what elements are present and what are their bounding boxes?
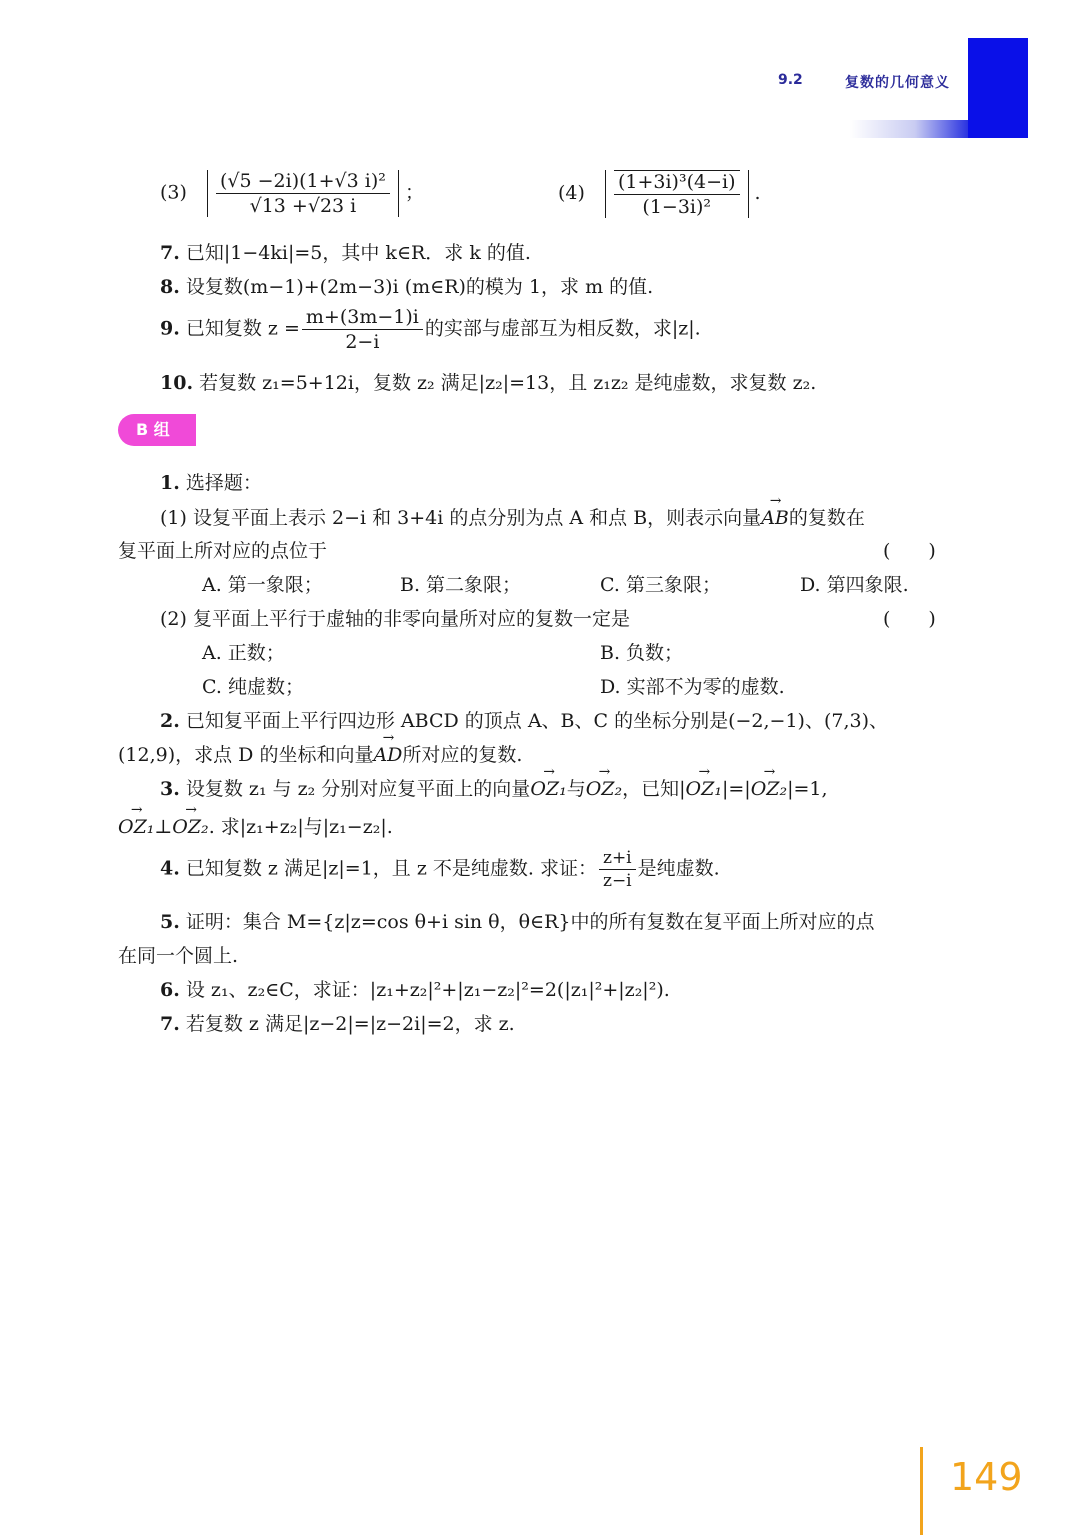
exercise-b-q6 — [160, 975, 670, 1002]
exercise-a-q10 — [160, 368, 816, 395]
vector-oz1: → OZ₁ — [686, 778, 722, 800]
option-a: A. 正数； — [202, 642, 285, 664]
item-label: (3) — [160, 181, 187, 204]
punctuation: ； — [404, 181, 424, 204]
question-text: 已知复平面上平行四边形 ABCD 的顶点 A、B、C 的坐标分别是(−2,−1)、(7,3)、 — [185, 710, 889, 732]
exercise-a-q7 — [160, 238, 531, 265]
option-a: A. 第一象限； — [202, 574, 323, 596]
question-text: 已知|1−4ki|=5，其中 k∈R．求 k 的值. — [185, 242, 531, 264]
punctuation: . — [754, 182, 761, 204]
exercise-b-q3-cont — [118, 812, 393, 839]
page-number: 149 — [950, 1455, 1023, 1499]
fraction-4 — [614, 170, 740, 218]
exercise-b-q4 — [160, 848, 720, 891]
fraction-denominator: √13 +√23 i — [249, 195, 357, 217]
fraction-denominator: (1−3i)² — [642, 196, 712, 218]
exercise-b-q5 — [160, 907, 875, 934]
question-text: (1) 设复平面上表示 2−i 和 3+4i 的点分别为点 A 和点 B，则表示向量 — [160, 507, 762, 529]
exercise-b-q5-cont: 在同一个圆上. — [118, 945, 239, 967]
exercise-b-q1-2: (2) 复平面上平行于虚轴的非零向量所对应的复数一定是 — [160, 608, 630, 630]
question-text: 设 z₁、z₂∈C，求证：|z₁+z₂|²+|z₁−z₂|²=2(|z₁|²+|z₂|²). — [185, 979, 670, 1001]
question-text: (12,9)，求点 D 的坐标和向量 — [118, 744, 374, 766]
question-text: ，已知| — [622, 778, 686, 800]
question-number: 9. — [160, 317, 180, 340]
question-number: 8. — [160, 276, 180, 298]
fraction-numerator: (1+3i)³(4−i) — [614, 170, 740, 195]
question-number: 5. — [160, 911, 180, 933]
option-b: B. 第二象限； — [400, 574, 522, 596]
question-number: 3. — [160, 778, 180, 800]
question-text: 复平面上所对应的点位于 — [118, 540, 328, 562]
question-text: 的复数在 — [788, 507, 865, 529]
fraction-denominator: z−i — [602, 871, 632, 891]
exercise-b-q1-1 — [160, 503, 865, 530]
fraction — [302, 306, 423, 353]
question-number: 7. — [160, 242, 180, 264]
connector-text: 与 — [566, 778, 586, 800]
question-text: . 求|z₁+z₂|与|z₁−z₂|. — [208, 816, 393, 838]
exercise-b-q1-1-cont — [118, 536, 327, 563]
question-text: 所对应的复数. — [402, 744, 523, 766]
section-number: 9.2 — [778, 72, 803, 88]
option-d: D. 第四象限. — [800, 574, 909, 596]
question-text: 证明：集合 M={z|z=cos θ+i sin θ，θ∈R}中的所有复数在复平面上所对应的点 — [185, 911, 875, 933]
option-c: C. 纯虚数； — [202, 676, 304, 698]
header-blue-bar — [968, 38, 1028, 138]
question-text-post: 的实部与虚部互为相反数，求|z|. — [424, 317, 701, 340]
question-text: 若复数 z₁=5+12i，复数 z₂ 满足|z₂|=13，且 z₁z₂ 是纯虚数，求复数 z₂. — [199, 372, 817, 394]
option-b: B. 负数； — [600, 642, 684, 664]
answer-blank: ( ) — [883, 540, 936, 562]
vector-ab: → AB — [761, 507, 789, 529]
fraction-numerator: m+(3m−1)i — [302, 306, 423, 330]
vector-oz1: → OZ₁ — [530, 778, 566, 800]
question-text-pre: 已知复数 z 满足|z|=1，且 z 不是纯虚数. 求证： — [185, 857, 597, 880]
question-number: 4. — [160, 857, 180, 880]
answer-blank: ( ) — [883, 608, 936, 630]
page-number-rule — [920, 1447, 923, 1535]
vector-oz1: → OZ₁ — [118, 816, 154, 838]
vector-oz2: → OZ₂ — [172, 816, 208, 838]
item-label: (4) — [558, 182, 585, 204]
fraction-numerator: z+i — [599, 848, 636, 870]
section-title: 复数的几何意义 — [845, 75, 950, 91]
question-text: |=| — [721, 778, 751, 800]
exercise-a-q6-4 — [558, 170, 761, 218]
exercise-a-q6-3-4 — [160, 170, 424, 217]
question-number: 6. — [160, 979, 180, 1001]
exercise-b-q2 — [160, 706, 888, 733]
vector-ad: → AD — [373, 744, 402, 766]
question-text: 选择题： — [185, 472, 262, 494]
exercise-b-q1 — [160, 468, 262, 495]
question-text: |=1, — [787, 778, 828, 800]
vector-oz2: → OZ₂ — [751, 778, 787, 800]
group-b-badge: B 组 — [118, 414, 196, 446]
fraction-denominator: 2−i — [345, 331, 380, 353]
exercise-a-q8 — [160, 272, 653, 299]
question-text: 若复数 z 满足|z−2|=|z−2i|=2，求 z. — [185, 1013, 515, 1035]
question-text: 设复数 z₁ 与 z₂ 分别对应复平面上的向量 — [185, 778, 531, 800]
exercise-b-q7 — [160, 1009, 515, 1036]
option-c: C. 第三象限； — [600, 574, 721, 596]
question-text-pre: 已知复数 z = — [185, 317, 300, 340]
fraction-3 — [216, 170, 390, 217]
question-text: 设复数(m−1)+(2m−3)i (m∈R)的模为 1，求 m 的值. — [185, 276, 654, 298]
abs-expression-4 — [605, 170, 749, 218]
exercise-b-q3 — [160, 774, 828, 801]
question-number: 10. — [160, 372, 194, 394]
question-number: 7. — [160, 1013, 180, 1035]
perp-symbol: ⊥ — [154, 816, 173, 838]
fraction — [599, 848, 636, 891]
question-number: 1. — [160, 472, 180, 494]
question-text-post: 是纯虚数. — [637, 857, 720, 880]
fraction-numerator: (√5 −2i)(1+√3 i)² — [216, 170, 390, 194]
question-number: 2. — [160, 710, 180, 732]
option-d: D. 实部不为零的虚数. — [600, 676, 785, 698]
vector-oz2: → OZ₂ — [586, 778, 622, 800]
exercise-b-q2-cont — [118, 740, 522, 767]
exercise-a-q9 — [160, 306, 701, 353]
abs-expression-3 — [207, 170, 399, 217]
